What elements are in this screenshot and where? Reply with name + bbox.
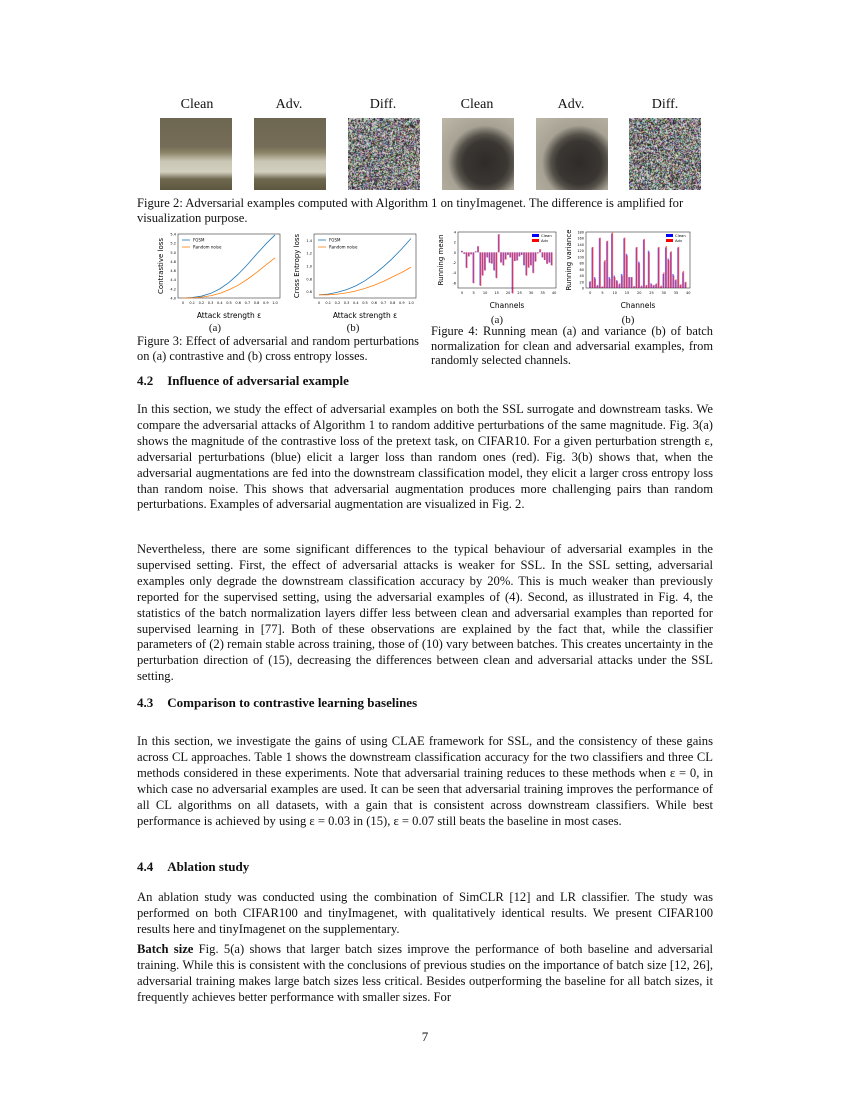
x-tick-label: 10 <box>482 291 488 295</box>
bar-adv <box>498 234 499 252</box>
x-tick-label: 0 <box>589 291 592 295</box>
legend-label: FGSM <box>329 237 341 243</box>
fig4a-sublabel: (a) <box>490 314 504 326</box>
series-line-random-noise <box>183 258 275 298</box>
bar-adv <box>540 249 541 252</box>
x-tick-label: 10 <box>612 291 617 295</box>
x-tick-label: 0.3 <box>343 301 350 305</box>
y-tick-label: 4.8 <box>170 259 176 264</box>
x-tick-label: 0.5 <box>226 301 232 305</box>
x-tick-label: 5 <box>472 291 475 295</box>
x-tick-label: 20 <box>505 291 511 295</box>
bar-adv <box>673 276 674 288</box>
page-number: 7 <box>421 1029 429 1044</box>
section-number: 4.4 <box>137 859 154 874</box>
bar-adv <box>496 252 497 278</box>
bar-adv <box>612 233 613 288</box>
paragraph: In this section, we investigate the gains of using CLAE framework for SSL, and the consistency of these gains across CL approaches. Table 1 shows the downstream classification accuracy for the two classifiers and three CL methods considered in these experiments. Note that adversarial training reduces to these methods when ε = 0, in which case no adversarial examples are used. It can be seen that adversarial training improves the performance of all CL algorithms on all datasets, with a gain that is consistent across downstream classifiers. While best performance is achieved by using ε = 0.03 in (15), ε = 0.07 still beats the baseline in most cases. <box>137 734 713 828</box>
bar-adv <box>466 252 467 268</box>
x-tick-label: 0.6 <box>371 301 377 305</box>
x-tick-label: 0.6 <box>235 301 241 305</box>
figure-2-caption: Figure 2: Adversarial examples computed with Algorithm 1 on tinyImagenet. The difference is amplified for visualization purpose. <box>137 196 684 225</box>
x-tick-label: 0.9 <box>263 301 269 305</box>
bar-adv <box>462 251 463 253</box>
bar-adv <box>685 282 686 288</box>
bar-adv <box>683 271 684 288</box>
x-tick-label: 40 <box>685 291 691 295</box>
bar-adv <box>533 252 534 273</box>
x-tick-label: 25 <box>517 291 522 295</box>
bar-adv <box>621 276 622 288</box>
fig4b-sublabel: (b) <box>621 314 635 326</box>
paragraph: Nevertheless, there are some significant differences to the typical behaviour of adversarial examples in the supervised setting. First, the effect of adversarial attacks is weaker for SSL. In the SSL setting, adversarial examples only degrade the downstream classification accuracy by 20%. This is much weaker than previously reported for the supervised setting, using the adversarial examples of (4). Second, as illustrated in Fig. 4, the statistics of the batch normalization layers differ less between clean and adversarial examples than reported for supervised learning in [77]. Both of these observations are explained by the fact that, while the classifier parameters of (2) remain stable across training, those of (10) vary between batches. This creates uncertainty in the perturbation direction of (15), decreasing the differences between clean and adversarial attacks under the SSL setting. <box>137 542 713 684</box>
x-tick-label: 0.7 <box>380 301 387 305</box>
bar-adv <box>590 281 591 288</box>
y-tick-label: 2 <box>453 240 456 245</box>
bar-adv <box>489 252 490 263</box>
bar-adv <box>480 252 481 286</box>
figure-3-caption: Figure 3: Effect of adversarial and random perturbations on (a) contrastive and (b) cross entropy losses. <box>137 334 419 363</box>
bar-adv <box>526 252 527 275</box>
x-tick-label: 30 <box>528 291 534 295</box>
x-tick-label: 35 <box>540 291 545 295</box>
legend-label: Random noise <box>329 244 358 250</box>
bar-adv <box>668 260 669 288</box>
x-tick-label: 15 <box>624 291 630 295</box>
y-tick-label: -6 <box>452 281 456 286</box>
bar-adv <box>519 252 520 256</box>
y-tick-label: 0 <box>581 286 584 291</box>
x-tick-label: 25 <box>649 291 654 295</box>
bar-adv <box>614 277 615 288</box>
section-heading <box>137 373 363 389</box>
fig2-label: Diff. <box>651 97 679 112</box>
bar-adv <box>653 285 654 288</box>
fig3a-chart <box>156 228 284 320</box>
bar-adv <box>604 260 605 288</box>
y-tick-label: 4.0 <box>170 296 176 301</box>
x-tick-label: 30 <box>661 291 666 295</box>
bar-adv <box>508 252 509 255</box>
bar-adv <box>651 284 652 288</box>
bar-adv <box>510 252 511 257</box>
bar-adv <box>505 252 506 259</box>
figure-4-caption: Figure 4: Running mean (a) and variance (b) of batch normalization for clean and adversarial examples, from randomly selected channels. <box>431 324 713 367</box>
x-tick-label: 0.4 <box>217 301 223 305</box>
bar-adv <box>661 286 662 288</box>
legend-label: Adv <box>675 238 683 243</box>
x-tick-label: 40 <box>551 291 557 295</box>
x-tick-label: 0.8 <box>253 301 260 305</box>
bar-adv <box>528 252 529 267</box>
legend-swatch <box>666 239 673 242</box>
section-number: 4.2 <box>137 373 154 388</box>
y-tick-label: 0 <box>453 250 456 255</box>
fig2-label: Diff. <box>369 97 397 112</box>
bar-adv <box>517 252 518 260</box>
y-tick-label: 5.2 <box>170 241 176 246</box>
bar-adv <box>478 246 479 252</box>
fig2-label: Clean <box>180 97 214 112</box>
y-tick-label: 4.4 <box>170 278 176 283</box>
bar-adv <box>656 283 657 288</box>
section-title: Influence of adversarial example <box>167 373 349 388</box>
legend-swatch <box>666 234 673 237</box>
y-tick-label: 5.0 <box>170 250 176 255</box>
bar-adv <box>514 252 515 261</box>
y-tick-label: 140 <box>577 242 584 247</box>
x-tick-label: 1.0 <box>408 301 414 305</box>
adversarial-image-1 <box>254 118 326 190</box>
x-tick-label: 0 <box>317 301 321 305</box>
run-in-text: Fig. 5(a) shows that larger batch sizes improve the performance of both baseline and adversarial training. While this is consistent with the conclusions of previous studies on the importance of batch size [12, 26], adversarial training makes large batch sizes less critical. Besides outperforming the baseline for all batch sizes, it frequently achieves better performance with smaller sizes. For <box>137 942 713 1004</box>
y-tick-label: 100 <box>577 255 584 260</box>
x-tick-label: 0.8 <box>389 301 396 305</box>
section-title: Ablation study <box>167 859 250 874</box>
y-tick-label: 160 <box>577 236 584 241</box>
x-tick-label: 0.1 <box>189 301 195 305</box>
bar-adv <box>468 252 469 256</box>
bar-adv <box>626 255 627 288</box>
x-tick-label: 0.2 <box>334 301 341 305</box>
bar-adv <box>535 252 536 261</box>
bar-adv <box>494 252 495 270</box>
bar-adv <box>666 246 667 288</box>
y-tick-label: 60 <box>579 267 584 272</box>
bar-adv <box>619 283 620 288</box>
fig3b-sublabel: (b) <box>346 322 360 334</box>
y-axis-label: Running mean <box>437 234 445 286</box>
bar-adv <box>487 252 488 257</box>
bar-adv <box>641 286 642 288</box>
legend-label: FGSM <box>193 237 205 243</box>
bar-adv <box>639 263 640 288</box>
y-tick-label: 0.8 <box>306 277 312 282</box>
bar-adv <box>648 252 649 288</box>
bar-adv <box>675 279 676 288</box>
x-tick-label: 0.4 <box>353 301 359 305</box>
bar-adv <box>646 285 647 288</box>
bar-adv <box>542 252 543 257</box>
bar-adv <box>485 252 486 270</box>
bar-adv <box>602 286 603 288</box>
x-tick-label: 15 <box>494 291 499 295</box>
fig2-label: Adv. <box>557 97 585 112</box>
fig4b-chart <box>564 226 694 310</box>
section-number: 4.3 <box>137 695 154 710</box>
paragraph: In this section, we study the effect of adversarial examples on both the SSL surrogate and downstream tasks. We compare the adversarial attacks of Algorithm 1 to random additive perturbations of the same magnitude. Fig. 3(a) shows the magnitude of the contrastive loss of the pretext task, on CIFAR10. For a given perturbation strength ε, adversarial perturbations (blue) elicit a larger loss than random ones (red). Fig. 3(b) shows that, when the adversarial augmentations are fed into the downstream classification model, they elicit a larger cross entropy loss than random noise. This shows that adversarial augmentation produces more challenging pairs than random perturbations. Examples of adversarial augmentation are visualized in Fig. 2. <box>137 402 713 512</box>
x-tick-label: 35 <box>673 291 679 295</box>
section-heading <box>137 859 263 875</box>
bar-adv <box>670 251 671 288</box>
y-tick-label: 0.6 <box>306 290 312 295</box>
fig4a-chart <box>436 226 560 310</box>
bar-adv <box>491 252 492 263</box>
y-tick-label: 40 <box>579 274 584 279</box>
bar-adv <box>549 252 550 262</box>
bar-adv <box>607 241 608 288</box>
y-tick-label: 20 <box>579 280 584 285</box>
x-tick-label: 0.1 <box>325 301 331 305</box>
y-tick-label: 180 <box>577 230 584 235</box>
x-tick-label: 0.7 <box>244 301 251 305</box>
y-axis-label: Cross Entropy loss <box>293 233 301 299</box>
bar-adv <box>547 252 548 264</box>
bar-adv <box>524 252 525 265</box>
bar-adv <box>597 285 598 288</box>
x-tick-label: 1.0 <box>272 301 278 305</box>
bar-adv <box>658 247 659 288</box>
bar-adv <box>631 277 632 288</box>
bar-adv <box>531 252 532 265</box>
bar-adv <box>617 281 618 288</box>
run-in-heading: Batch size <box>137 942 194 956</box>
fig2-label: Adv. <box>275 97 303 112</box>
x-tick-label: 0 <box>461 291 464 295</box>
x-tick-label: 5 <box>601 291 604 295</box>
adversarial-image-2 <box>536 118 608 190</box>
bar-adv <box>678 247 679 288</box>
x-axis-label: Channels <box>489 301 525 310</box>
bar-adv <box>501 252 502 262</box>
x-tick-label: 20 <box>636 291 642 295</box>
section-title: Comparison to contrastive learning baselines <box>167 695 418 710</box>
x-tick-label: 0.5 <box>362 301 368 305</box>
y-tick-label: 1.0 <box>306 264 312 269</box>
bar-adv <box>644 239 645 288</box>
y-tick-label: -4 <box>452 271 456 276</box>
bar-adv <box>629 277 630 288</box>
bar-adv <box>537 252 538 253</box>
paragraph: An ablation study was conducted using the combination of SimCLR [12] and LR classifier. The study was performed on both CIFAR100 and tinyImagenet, with qualitatively identical results. We present CIFAR100 results here and tinyImagenet on the supplementary. <box>137 890 713 936</box>
bar-adv <box>680 284 681 288</box>
y-tick-label: 120 <box>577 249 584 254</box>
section-heading <box>137 695 431 711</box>
bar-adv <box>544 252 545 260</box>
fig3a-sublabel: (a) <box>208 322 222 334</box>
fig2-label: Clean <box>460 97 494 112</box>
bar-adv <box>503 252 504 265</box>
y-tick-label: 1.2 <box>306 251 312 256</box>
y-tick-label: 80 <box>579 261 584 266</box>
x-tick-label: 0.3 <box>207 301 214 305</box>
clean-image-1 <box>160 118 232 190</box>
bar-adv <box>599 238 600 288</box>
legend-label: Clean <box>675 233 686 238</box>
y-axis-label: Running variance <box>565 229 573 291</box>
bar-adv <box>521 252 522 255</box>
clean-image-2 <box>442 118 514 190</box>
x-axis-label: Channels <box>620 301 656 310</box>
y-axis-label: Contrastive loss <box>157 237 165 295</box>
bar-adv <box>636 247 637 288</box>
x-tick-label: 0.2 <box>198 301 205 305</box>
y-tick-label: 1.4 <box>306 238 312 243</box>
x-axis-label: Attack strength ε <box>196 311 262 320</box>
bar-adv <box>464 252 465 254</box>
y-tick-label: 4 <box>453 230 456 235</box>
bar-adv <box>609 279 610 288</box>
x-tick-label: 0.9 <box>399 301 405 305</box>
bar-adv <box>592 247 593 288</box>
legend-label: Adv <box>541 238 549 243</box>
bar-adv <box>634 286 635 288</box>
bar-adv <box>473 252 474 283</box>
bar-adv <box>663 272 664 288</box>
bar-adv <box>512 252 513 293</box>
paragraph <box>137 942 713 1006</box>
bar-adv <box>475 251 476 252</box>
fig3b-chart <box>292 228 420 320</box>
legend-swatch <box>532 234 539 237</box>
legend-label: Random noise <box>193 244 222 250</box>
difference-image-2 <box>629 118 701 190</box>
bar-adv <box>471 252 472 254</box>
bar-adv <box>624 238 625 288</box>
difference-image-1 <box>348 118 420 190</box>
legend-label: Clean <box>541 233 552 238</box>
x-axis-label: Attack strength ε <box>332 311 398 320</box>
bar-adv <box>482 252 483 275</box>
x-tick-label: 0 <box>181 301 185 305</box>
y-tick-label: 4.6 <box>170 269 176 274</box>
bar-adv <box>595 279 596 288</box>
y-tick-label: 4.2 <box>170 287 176 292</box>
legend-swatch <box>532 239 539 242</box>
y-tick-label: 5.4 <box>170 232 176 237</box>
y-tick-label: -2 <box>452 261 456 266</box>
bar-adv <box>551 252 552 265</box>
